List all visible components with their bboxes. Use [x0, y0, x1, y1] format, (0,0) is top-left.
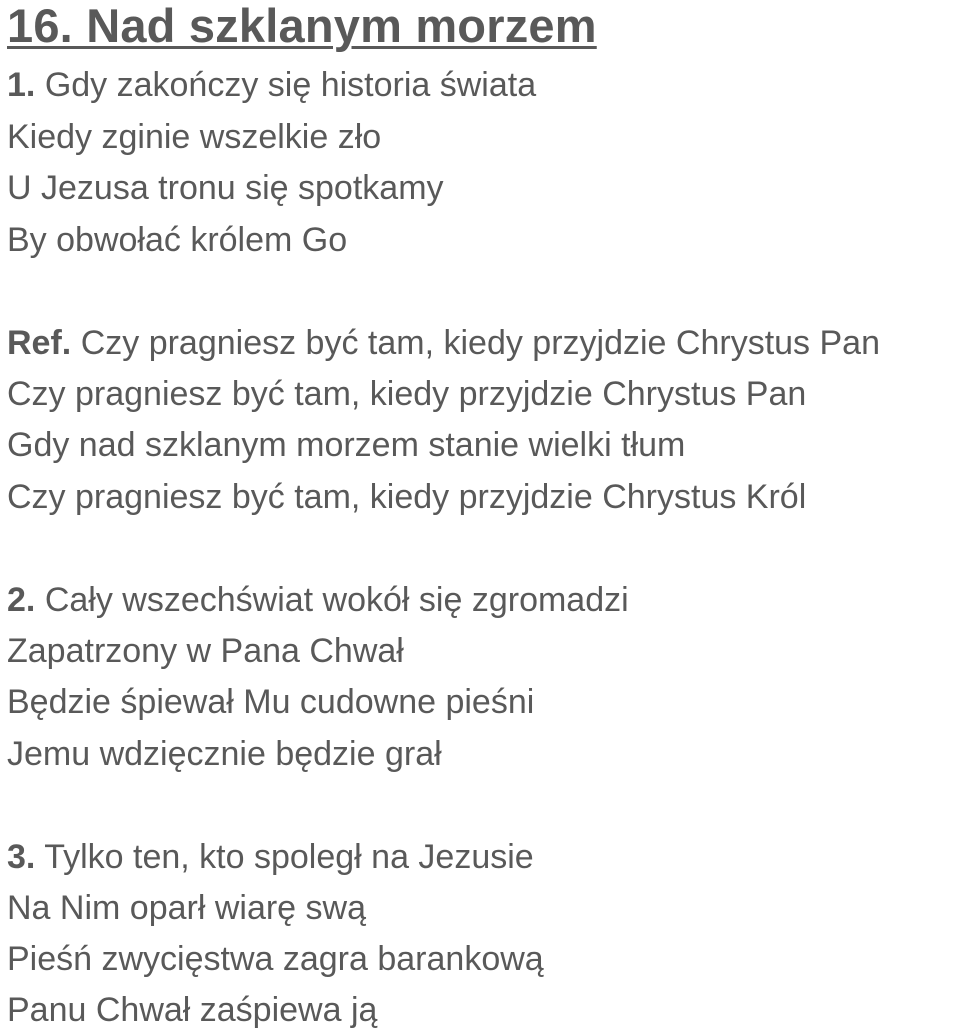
verse-line: Pieśń zwycięstwa zagra barankową [7, 940, 544, 978]
refrain-label: Ref. [7, 324, 72, 362]
refrain-line: Gdy nad szklanym morzem stanie wielki tłum [7, 426, 686, 464]
verse-line: Zapatrzony w Pana Chwał [7, 632, 404, 670]
verse-line: Jemu wdzięcznie będzie grał [7, 735, 442, 773]
verse-line: By obwołać królem Go [7, 221, 348, 259]
refrain-line-1 [7, 318, 880, 368]
verse-line: Kiedy zginie wszelkie zło [7, 118, 382, 156]
verse-line: Będzie śpiewał Mu cudowne pieśni [7, 683, 535, 721]
verse-line: U Jezusa tronu się spotkamy [7, 169, 444, 207]
verse-line: Cały wszechświat wokół się zgromadzi [44, 581, 629, 619]
verse-1-line-1 [7, 60, 536, 110]
refrain-line: Czy pragniesz być tam, kiedy przyjdzie Chrystus Pan [80, 324, 880, 362]
refrain-line: Czy pragniesz być tam, kiedy przyjdzie Chrystus Król [7, 478, 807, 516]
verse-2-line-1 [7, 575, 629, 625]
song-title: 16. Nad szklanym morzem [7, 0, 597, 52]
verse-line: Gdy zakończy się historia świata [44, 66, 537, 104]
verse-2-number: 2. [7, 581, 36, 619]
verse-line: Tylko ten, kto spoległ na Jezusie [44, 838, 534, 876]
verse-3-number: 3. [7, 838, 36, 876]
verse-1-number: 1. [7, 66, 36, 104]
verse-line: Na Nim oparł wiarę swą [7, 889, 366, 927]
verse-line: Panu Chwał zaśpiewa ją [7, 991, 378, 1029]
refrain-line: Czy pragniesz być tam, kiedy przyjdzie Chrystus Pan [7, 375, 807, 413]
verse-3-line-1 [7, 832, 534, 882]
